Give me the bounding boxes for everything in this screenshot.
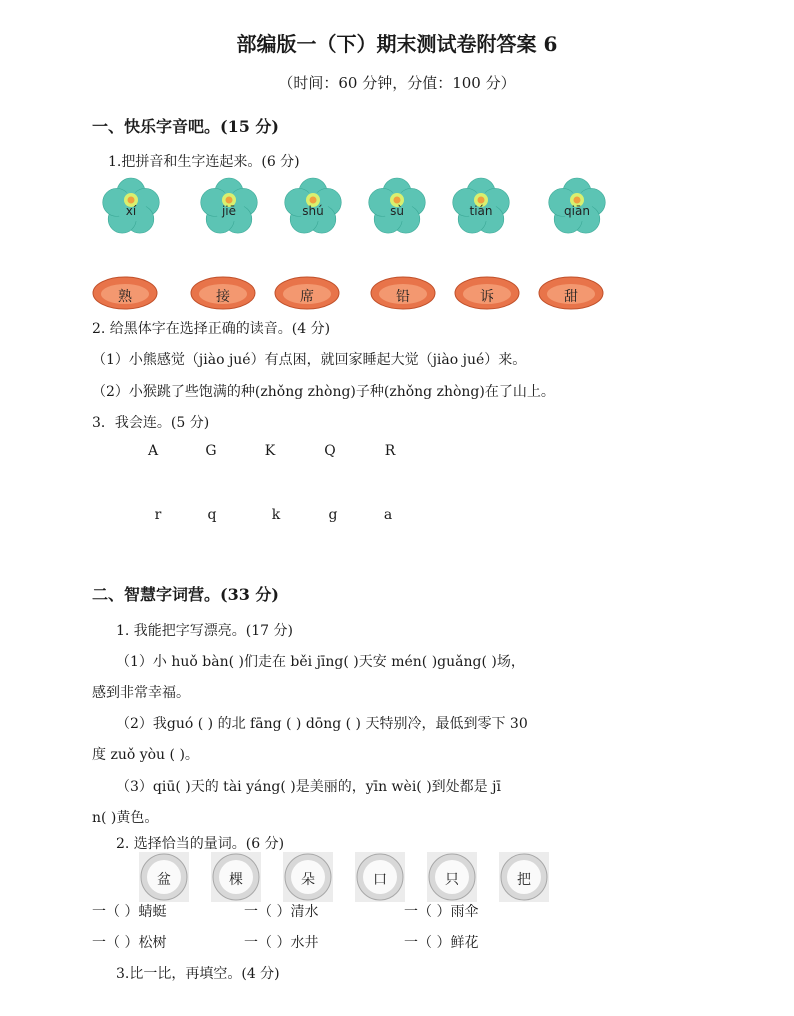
section-1-heading: 一、快乐字音吧。(15 分) — [92, 117, 279, 136]
flower-icon — [546, 176, 608, 238]
flower-icon — [198, 176, 260, 238]
uppercase-letter: G — [205, 443, 217, 459]
q3-prompt: 3．我会连。(5 分) — [92, 415, 210, 431]
measure-word: 朵 — [301, 872, 315, 888]
s2-q1-line-3: （2）我guó ( ) 的北 fāng ( ) dōng ( ) 天特别冷，最低到零下 30 — [116, 716, 528, 732]
measure-row-2-item-3: 一（ ）鲜花 — [404, 935, 479, 951]
measure-word: 只 — [445, 872, 459, 888]
pinyin-label: sù — [390, 204, 404, 218]
pinyin-label: xí — [125, 204, 137, 218]
uppercase-letter: Q — [324, 443, 336, 459]
bowl-icon — [499, 852, 549, 902]
plate-character: 熟 — [118, 289, 132, 305]
lowercase-letter: a — [383, 507, 393, 523]
bowl-icon — [283, 852, 333, 902]
plate-icon — [92, 276, 158, 310]
measure-word: 棵 — [229, 872, 243, 888]
s2-q1-line-5: （3）qiū( )天的 tài yáng( )是美丽的，yīn wèi( )到处都是 jī — [116, 779, 501, 795]
flower-icon — [450, 176, 512, 238]
q2-line-1: （1）小熊感觉（jiào jué）有点困，就回家睡起大觉（jiào jué）来。 — [92, 352, 527, 368]
page-subtitle: （时间：60 分钟，分值：100 分） — [278, 74, 516, 92]
measure-row-1-item-3: 一（ ）雨伞 — [404, 904, 479, 920]
q2-prompt: 2. 给黑体字在选择正确的读音。(4 分) — [92, 321, 331, 337]
uppercase-letter: K — [264, 443, 276, 459]
measure-row-1-item-2: 一（ ）清水 — [244, 904, 319, 920]
plate-icon — [370, 276, 436, 310]
s2-q1-line-6: n( )黄色。 — [92, 810, 159, 826]
measure-row-2-item-1: 一（ ）松树 — [92, 935, 167, 951]
lowercase-letter: k — [271, 507, 281, 523]
measure-row-2-item-2: 一（ ）水井 — [244, 935, 319, 951]
lowercase-letter: r — [154, 507, 162, 523]
pinyin-label: shú — [302, 204, 324, 218]
plate-character: 诉 — [480, 289, 494, 305]
plate-character: 甜 — [564, 289, 578, 305]
plate-icon — [190, 276, 256, 310]
s2-q1-prompt: 1. 我能把字写漂亮。(17 分) — [116, 623, 293, 639]
flower-icon — [366, 176, 428, 238]
measure-row-1-item-1: 一（ ）蜻蜓 — [92, 904, 167, 920]
plate-icon — [274, 276, 340, 310]
measure-word: 盆 — [157, 872, 171, 888]
uppercase-letter: A — [147, 443, 159, 459]
uppercase-letter: R — [384, 443, 396, 459]
s2-q1-line-2: 感到非常幸福。 — [92, 685, 190, 701]
plate-icon — [538, 276, 604, 310]
s2-q1-line-4: 度 zuǒ yòu ( )。 — [92, 747, 199, 763]
section-2-heading: 二、智慧字词营。(33 分) — [92, 585, 279, 604]
q2-line-2: （2）小猴跳了些饱满的种(zhǒng zhòng)子种(zhǒng zhòng)在了山上。 — [92, 384, 555, 400]
pinyin-label: qiān — [564, 204, 590, 218]
bowl-icon — [355, 852, 405, 902]
flower-icon — [282, 176, 344, 238]
lowercase-letter: q — [207, 507, 217, 523]
measure-word: 把 — [517, 872, 531, 888]
page-title: 部编版一（下）期末测试卷附答案 6 — [236, 32, 558, 56]
bowl-icon — [427, 852, 477, 902]
bowl-icon — [139, 852, 189, 902]
s2-q3-prompt: 3.比一比，再填空。(4 分) — [116, 966, 280, 982]
s2-q1-line-1: （1）小 huǒ bàn( )们走在 běi jīng( )天安 mén( )guǎng( )场， — [116, 654, 525, 670]
pinyin-label: jiē — [221, 204, 237, 218]
plate-icon — [454, 276, 520, 310]
plate-character: 铅 — [396, 289, 410, 305]
lowercase-letter: g — [328, 507, 338, 523]
flower-icon — [100, 176, 162, 238]
pinyin-label: tián — [469, 204, 493, 218]
measure-word: 口 — [373, 872, 387, 888]
plate-character: 席 — [300, 289, 314, 305]
plate-character: 接 — [216, 289, 230, 305]
q1-prompt: 1.把拼音和生字连起来。(6 分) — [108, 154, 300, 170]
bowl-icon — [211, 852, 261, 902]
s2-q2-prompt: 2. 选择恰当的量词。(6 分) — [116, 836, 285, 852]
